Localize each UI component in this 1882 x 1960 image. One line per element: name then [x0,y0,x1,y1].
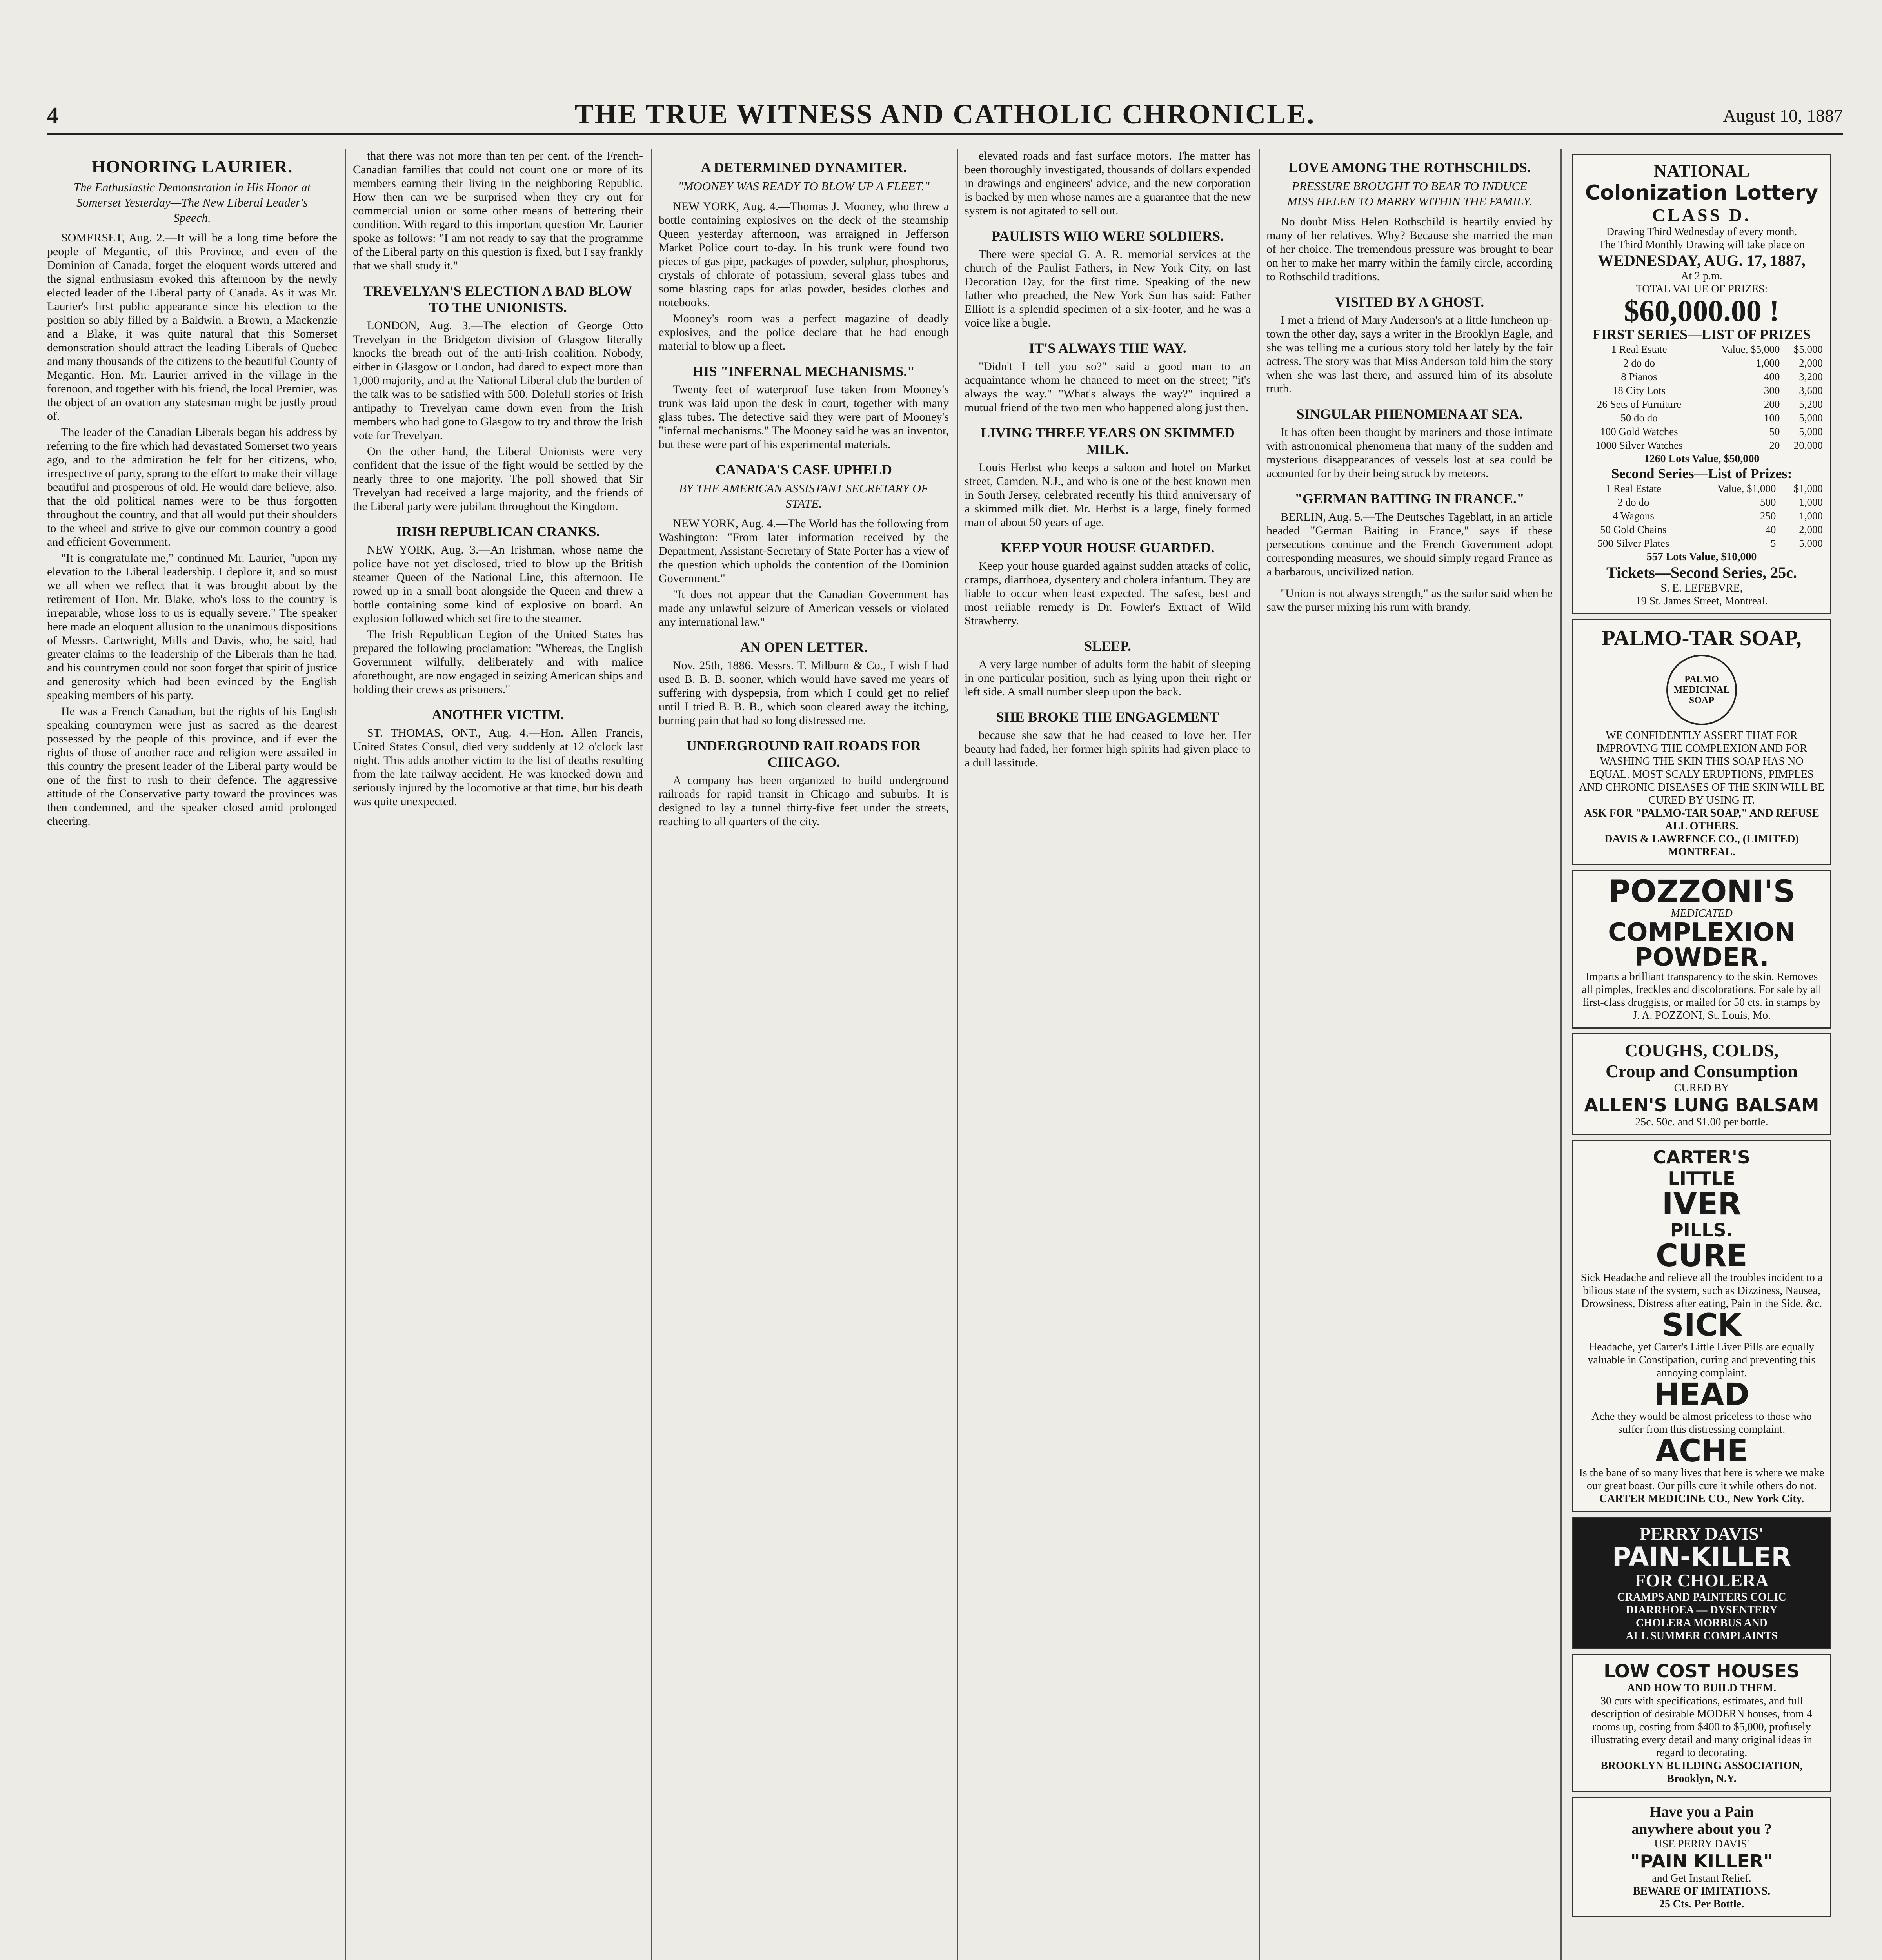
article-headline: LOVE AMONG THE ROTHSCHILDS. [1288,160,1531,175]
perry-davis-ad [1572,1797,1831,1917]
article-headline: CANADA'S CASE UPHELD [715,461,892,477]
article-headline: VISITED BY A GHOST. [1335,294,1484,310]
article-paragraph: A very large number of adults form the habit of sleeping in one particular position, such as lying upon their right or left side. A small number sleep upon the back. [965,658,1251,698]
carters-little: LITTLE [1668,1168,1735,1189]
houses-sub: AND HOW TO BUILD THEM. [1627,1682,1776,1694]
pd-l1: Have you a Pain [1649,1804,1754,1820]
houses-text: 30 cuts with specifications, estimates, and full description of desirable MODERN houses, from 4 rooms up, costing from $400 to $5,000, profusely illustrating every detail and many original ideas in regard to decorating. [1591,1695,1812,1759]
article-headline: LIVING THREE YEARS ON SKIMMED MILK. [980,425,1235,457]
article-headline: UNDERGROUND RAILROADS FOR CHICAGO. [686,738,921,770]
carters-head: HEAD [1654,1377,1749,1412]
palmo-text: WE CONFIDENTLY ASSERT THAT FOR IMPROVING THE COMPLEXION AND FOR WASHING THE SKIN THIS SOAP HAS NO EQUAL. MOST SCALY ERUPTIONS, PIMPLES AND CHRONIC DISEASES OF THE SKIN WILL BE CURED BY USING IT. [1579,730,1824,806]
pk-l1: PERRY DAVIS' [1639,1524,1764,1544]
article-headline: IRISH REPUBLICAN CRANKS. [396,524,600,539]
table-row: 50 Gold Chains 40 2,000 [1600,524,1823,535]
palmo-soap-ad [1572,619,1831,865]
article-paragraph: NEW YORK, Aug. 4.—Thomas J. Mooney, who threw a bottle containing explosives on the deck of the steamship Queen yesterday afternoon, was arraigned in Jefferson Market Police court to-day. In his trunk were found two pieces of gas pipe, packages of powder, sulphur, phosphorus, crystals of chlorate of potassium, several glass tubes and some blasting caps for atlas powder, besides clothes and notebooks. [659,200,949,309]
article-subhead: BY THE AMERICAN ASSISTANT SECRETARY OF STATE. [679,481,929,510]
lottery-time: At 2 p.m. [1681,270,1722,282]
article-paragraph: Louis Herbst who keeps a saloon and hotel on Market street, Camden, N.J., and who is one of the best known men in South Jersey, celebrated recently his third anniversary of a skimmed milk diet. Mr. Herbst is a large, finely formed man of about 50 years of age. [965,461,1251,529]
article-paragraph: NEW YORK, Aug. 4.—The World has the following from Washington: "From later information received by the Department, Assistant-Secretary of State Porter has a view of the question which upholds the contention of the Dominion Government." [659,517,949,585]
pd-l6: BEWARE OF IMITATIONS. [1633,1885,1771,1897]
low-cost-houses-ad [1572,1654,1831,1792]
carters-ache: ACHE [1655,1434,1748,1469]
article-paragraph: NEW YORK, Aug. 3.—An Irishman, whose name the police have not yet disclosed, tried to blow up the British steamer Queen of the National Line, this afternoon. He rowed up in a small boat alongside the Queen and threw a bottle containing some kind of explosive on board. An explosion followed which set fire to the steamer. [353,543,643,625]
pk-l7: ALL SUMMER COMPLAINTS [1626,1630,1778,1642]
table-row: 2 do do 500 1,000 [1617,496,1823,508]
table-row: 26 Sets of Furniture 200 5,200 [1597,398,1823,410]
article-paragraph: Twenty feet of waterproof fuse taken from Mooney's trunk was laid upon the desk in court, together with many glass tubes. The detective said they were part of Mooney's "infernal mechanisms." The Mooney said he was an inventor, but these were part of his experimental materials. [659,383,949,451]
lottery-l2: Colonization Lottery [1585,181,1818,205]
palmo-maker: DAVIS & LAWRENCE CO., (LIMITED) MONTREAL. [1604,833,1799,858]
lottery-lots-1: 1260 Lots Value, $50,000 [1644,453,1760,465]
carters-sick: SICK [1662,1308,1742,1343]
table-row: 50 do do 100 5,000 [1620,412,1823,424]
masthead [47,98,1843,135]
article-headline: "GERMAN BAITING IN FRANCE." [1294,490,1524,506]
pozzoni-powder: POWDER. [1634,943,1769,972]
article-paragraph: A company has been organized to build underground railroads for rapid transit in Chicago and suburbs. It is designed to lay a tunnel thirty-five feet under the streets, reaching to all quarters of the city. [659,774,949,828]
carters-brand: CARTER'S [1653,1147,1751,1168]
pd-l3: USE PERRY DAVIS' [1654,1838,1749,1850]
article-paragraph: "It is congratulate me," continued Mr. Laurier, "upon my elevation to the Liberal leadership. I deplore it, and so must we all when we reflect that it was brought about by the retirement of Hon. Mr. Blake, who's loss to the country is irreparable, whose loss to us is equally severe." The speaker here made an eloquent allusion to the unanimous dispositions of Messrs. Cartwright, Mills and Davis, who, he said, had greater claims to the leadership of the Liberals than he had, and his countrymen could not soon forget that spirit of justice and generosity which had been evinced by the English speaking members of his party. [47,552,337,702]
table-row: 500 Silver Plates 5 5,000 [1597,537,1823,549]
soap-badge-icon: PALMO MEDICINAL SOAP [1666,655,1737,725]
article-paragraph: Mooney's room was a perfect magazine of deadly explosives, and the police declare that he had enough material to blow up a fleet. [659,312,949,352]
article-paragraph: He was a French Canadian, but the rights of his English speaking countrymen were just as sacred as the dearest possessed by the people of this province, and if ever the rights of those of another race and religion were assailed in this country the present leader of the Liberal party would be one of the first to rush to their defence. The aggressive attitude of the Conservative party toward the provinces was then condemned, and the speaker closed amid prolonged cheering. [47,705,337,828]
pain-killer-ad [1572,1517,1831,1649]
table-row: 2 do do 1,000 2,000 [1623,357,1823,369]
lottery-lots-2: 557 Lots Value, $10,000 [1646,551,1757,563]
lottery-ad [1572,154,1831,614]
article-paragraph: Keep your house guarded against sudden attacks of colic, cramps, diarrhoea, dysentery and cholera infantum. They are liable to occur when least expected. The safest, best and most reliable remedy is Dr. Fowler's Extract of Wild Strawberry. [965,559,1251,627]
allens-name: ALLEN'S LUNG BALSAM [1584,1094,1819,1116]
article-headline: AN OPEN LETTER. [740,639,868,655]
pozzoni-ad [1572,870,1831,1029]
houses-assoc: BROOKLYN BUILDING ASSOCIATION, Brooklyn, N.Y. [1600,1760,1803,1785]
lottery-l3: CLASS D. [1652,205,1751,225]
lottery-total-label: TOTAL VALUE OF PRIZES: [1635,283,1768,295]
allens-l1: COUGHS, COLDS, [1624,1040,1779,1060]
allens-balsam-ad [1572,1033,1831,1135]
page-number: 4 [47,102,58,128]
column-rule [345,149,346,1960]
table-row: 8 Pianos 400 3,200 [1621,371,1823,383]
article-paragraph: I met a friend of Mary Anderson's at a little luncheon up-town the other day, says a writer in the Brooklyn Eagle, and she was telling me a curious story told her lately by the fair actress. The story was that Miss Anderson told him the story when she was last there, and assured him of its absolute truth. [1266,313,1553,395]
pk-l3: FOR CHOLERA [1635,1570,1769,1590]
article-headline: HIS "INFERNAL MECHANISMS." [692,363,915,379]
newspaper-title: THE TRUE WITNESS AND CATHOLIC CHRONICLE. [574,98,1315,130]
table-row: 1 Real Estate Value, $1,000 $1,000 [1605,483,1823,494]
article-paragraph: because she saw that he had ceased to love her. Her beauty had faded, her former high spirits had given place to a dull lassitude. [965,729,1251,769]
article-deck: The Enthusiastic Demonstration in His Honor at Somerset Yesterday—The New Liberal Leader's Speech. [73,180,311,225]
table-row: 1000 Silver Watches 20 20,000 [1595,439,1823,451]
column-6-advertisements [1568,149,1835,1922]
article-paragraph: LONDON, Aug. 3.—The election of George Otto Trevelyan in the Bridgeton division of Glasgow literally knocks the breath out of the anti-Irish coalition. Nobody, either in Glasgow or London, had dared to expect more than 1,000 majority, and at the National Liberal club the burden of the talk was to be satisfied with 500. Dolefull stories of Irish antipathy to Trevelyan came down even from the Irish members who had gone to Glasgow to try and throw the Irish vote for Trevelyan. [353,319,643,442]
table-row: 100 Gold Watches 50 5,000 [1600,426,1823,437]
article-headline: SINGULAR PHENOMENA AT SEA. [1296,406,1523,422]
article-paragraph: "It does not appear that the Canadian Government has made any unlawful seizure of American vessels or violated any international law." [659,588,949,629]
column-4 [965,149,1251,772]
pozzoni-medicated: MEDICATED [1671,907,1733,920]
column-rule [1560,149,1562,1960]
article-subhead: PRESSURE BROUGHT TO BEAR TO INDUCE MISS HELEN TO MARRY WITHIN THE FAMILY. [1287,179,1532,208]
pd-l5: and Get Instant Relief. [1652,1872,1751,1884]
table-row: 18 City Lots 300 3,600 [1612,385,1823,396]
column-1 [47,149,337,830]
article-paragraph: The leader of the Canadian Liberals began his address by referring to the fire which had devastated Somerset two years ago, and to the admiration he felt for her citizens, who, irrespective of party, sprang to the effort to make their village beautiful and prosperous of old. He would dare believe, also, that the old political names were to be thus forgotten throughout the country, and that all would put their shoulders to the wheel and strive to give our common country a good and efficient Government. [47,426,337,549]
allens-price: 25c. 50c. and $1.00 per bottle. [1635,1116,1768,1128]
column-rule [1259,149,1260,1960]
prize-table-2 [1579,482,1824,550]
carters-text-3: Ache they would be almost priceless to those who suffer from this distressing complaint. [1591,1410,1812,1436]
article-paragraph: ST. THOMAS, ONT., Aug. 4.—Hon. Allen Francis, United States Consul, died very suddenly at 12 o'clock last night. This adds another victim to the list of deaths resulting from the late railway accident. He was knocked down and seriously injured by the locomotive at that time, but his death was quite unexpected. [353,726,643,808]
article-headline: A DETERMINED DYNAMITER. [701,160,907,175]
table-row: 4 Wagons 250 1,000 [1612,510,1823,522]
article-paragraph: BERLIN, Aug. 5.—The Deutsches Tageblatt, in an article headed "German Baiting in France," says if these persecutions continue and the French Government adopt corresponding measures, we should simply regard France as a barbarous, uncivilized nation. [1266,510,1553,578]
pd-l7: 25 Cts. Per Bottle. [1659,1898,1744,1910]
article-paragraph: "Didn't I tell you so?" said a good man to an acquaintance whom he chanced to meet on the street; "it's always the way." "What's always the way?" inquired a mutual friend of the two men who happened along just then. [965,360,1251,414]
column-2 [353,149,643,811]
table-row: 1 Real Estate Value, $5,000 $5,000 [1611,343,1823,355]
carters-text-2: Headache, yet Carter's Little Liver Pills are equally valuable in Constipation, curing and preventing this annoying complaint. [1588,1341,1816,1379]
article-headline: ANOTHER VICTIM. [432,707,564,722]
pd-l2: anywhere about you ? [1631,1821,1772,1837]
pk-l2: PAIN-KILLER [1612,1542,1791,1572]
pozzoni-name: POZZONI'S [1608,874,1795,909]
lottery-address: 19 St. James Street, Montreal. [1635,595,1768,607]
carters-text-1: Sick Headache and relieve all the troubles incident to a bilious state of the system, such as Dizziness, Nausea, Drowsiness, Distress after eating, Pain in the Side, &c. [1580,1272,1823,1310]
prize-table-1 [1579,343,1824,452]
lottery-date: WEDNESDAY, AUG. 17, 1887, [1598,252,1806,269]
article-paragraph: Nov. 25th, 1886. Messrs. T. Milburn & Co., I wish I had used B. B. B. sooner, which would have saved me years of suffering with dyspepsia, from which I could get no relief until I tried B. B. B., which soon cleared away the itching, burning pain that had so long distressed me. [659,659,949,727]
pk-l4: CRAMPS AND PAINTERS COLIC [1617,1591,1786,1603]
allens-l2: Croup and Consumption [1605,1061,1798,1081]
lottery-l1: NATIONAL [1653,161,1750,181]
article-headline: HONORING LAURIER. [91,156,293,176]
carters-liver: IVER [1662,1187,1742,1222]
palmo-title: PALMO-TAR SOAP, [1602,626,1802,650]
pk-l6: CHOLERA MORBUS AND [1635,1617,1768,1629]
article-headline: PAULISTS WHO WERE SOLDIERS. [991,228,1224,244]
article-paragraph: The Irish Republican Legion of the United States has prepared the following proclamation: "Whereas, the English Government wilfully, deliberately and with malice aforethought, are now engaged in seizing American ships and holding their crews as prisoners." [353,628,643,696]
article-headline: KEEP YOUR HOUSE GUARDED. [1001,540,1215,555]
article-paragraph: SOMERSET, Aug. 2.—It will be a long time before the people of Megantic, of this Province, and even of the Dominion of Canada, forget the eloquent words uttered and the signal enthusiasm evoked this afternoon by the newly elected leader of the Liberal party of Canada. As it was Mr. Laurier's first public appearance since his election to the position so ably filled by a Baldwin, a Brown, a Mackenzie and a Blake, it was quite natural that this Somerset demonstration should attract the leading Liberals of Quebec and many thousands of the citizens to the beautiful County of Megantic. Hon. Mr. Laurier arrived in the village in the forenoon, and together with his friend, the local Premier, was the object of an ovation any statesman might be justly proud of. [47,231,337,423]
pozzoni-text: Imparts a brilliant transparency to the skin. Removes all pimples, freckles and discolorations. For sale by all first-class druggists, or mailed for 50 cts. in stamps by J. A. POZZONI, St. Louis, Mo. [1582,971,1822,1022]
carters-pills: PILLS. [1670,1220,1733,1241]
column-3 [659,149,949,831]
article-headline: SHE BROKE THE ENGAGEMENT [996,709,1219,725]
lottery-agent: S. E. LEFEBVRE, [1660,582,1743,594]
article-headline: IT'S ALWAYS THE WAY. [1029,340,1186,356]
pd-l4: "PAIN KILLER" [1630,1851,1773,1872]
carters-text-4: Is the bane of so many lives that here is where we make our great boast. Our pills cure it while others do not. [1579,1467,1824,1492]
article-headline: SLEEP. [1084,638,1131,654]
article-headline: TREVELYAN'S ELECTION A BAD BLOW TO THE UNIONISTS. [363,283,632,315]
column-rule [957,149,958,1960]
allens-l3: CURED BY [1674,1082,1729,1094]
carters-maker: CARTER MEDICINE CO., New York City. [1599,1493,1804,1505]
palmo-ask: ASK FOR "PALMO-TAR SOAP," AND REFUSE ALL OTHERS. [1584,807,1819,832]
article-paragraph: It has often been thought by mariners and those intimate with astronomical phenomena that many of the sudden and mysterious disappearances of vessels lost at sea could be accounted for by their being struck by meteors. [1266,425,1553,480]
houses-title: LOW COST HOUSES [1604,1661,1800,1682]
issue-date: August 10, 1887 [1723,105,1843,125]
pozzoni-word: COMPLEXION [1608,918,1795,947]
carters-pills-ad [1572,1140,1831,1512]
carters-cure: CURE [1656,1238,1748,1274]
lottery-total: $60,000.00 ! [1624,294,1780,328]
column-rule [651,149,652,1960]
lottery-tickets: Tickets—Second Series, 25c. [1606,564,1797,581]
lottery-l4: Drawing Third Wednesday of every month. [1606,226,1797,238]
article-paragraph: On the other hand, the Liberal Unionists were very confident that the issue of the fight would be settled by the nearly three to one majority. The poll showed that Sir Trevelyan had received a large majority, and the friends of the Liberal party were jubilant throughout the Kingdom. [353,445,643,513]
article-paragraph: that there was not more than ten per cent. of the French-Canadian families that could not count one or more of its members earning their living in the neighboring Republic. How then can we be surprised when they cry out for commercial union or some other means of bettering their condition. With regard to this important question Mr. Laurier spoke as follows: "I am not ready to say that the programme of the Liberal party on this question is fixed, but I say frankly that we shall study it." [353,149,643,272]
closing-quote: "Union is not always strength," as the sailor said when he saw the purser mixing his rum with brandy. [1266,586,1553,613]
article-paragraph: elevated roads and fast surface motors. The matter has been thoroughly investigated, thousands of dollars expended in drawings and engineers' advice, and the new corporation is backed by men whose names are a guarantee that the new system is not agitated to sell out. [965,149,1251,217]
pk-l5: DIARRHOEA — DYSENTERY [1626,1604,1778,1616]
lottery-series-2: Second Series—List of Prizes: [1611,466,1792,481]
article-subhead: "MOONEY WAS READY TO BLOW UP A FLEET." [678,179,930,193]
article-paragraph: No doubt Miss Helen Rothschild is heartily envied by many of her relatives. Why? Because she married the man of her choice. The tremendous pressure was brought to bear on her to make her marry within the family circle, according to Rothschild traditions. [1266,215,1553,283]
article-paragraph: There were special G. A. R. memorial services at the church of the Paulist Fathers, in New York City, on last Decoration Day, for the first time. Speaking of the new father who preached, the New York Sun has said: Father Elliott is a splendid specimen of a six-footer, and he was a voice like a bugle. [965,248,1251,329]
column-5 [1266,149,1553,616]
lottery-series-1: FIRST SERIES—LIST OF PRIZES [1592,327,1811,342]
lottery-l5: The Third Monthly Drawing will take place on [1599,239,1805,251]
